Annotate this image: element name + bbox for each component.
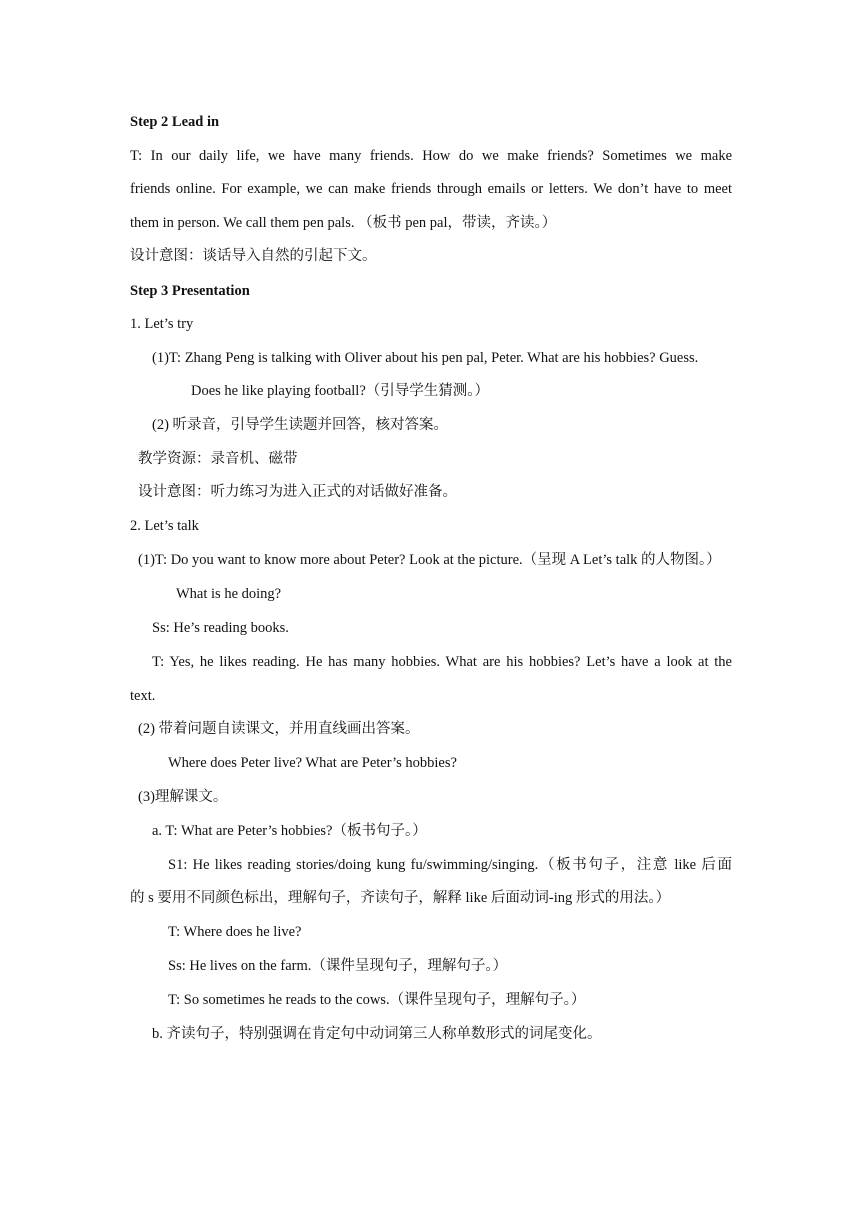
lets-try-resources: 教学资源：录音机、磁带	[138, 451, 298, 467]
lets-talk-teacher-line-2: text.	[130, 688, 156, 704]
lets-talk-3a-teacher: T: Where does he live?	[168, 924, 302, 940]
lets-talk-3a-teacher-2: T: So sometimes he reads to the cows.（课件呈现句子，理解句子。）	[168, 992, 586, 1008]
lets-talk-item-1-line-2: What is he doing?	[176, 586, 282, 602]
lets-talk-item-2: (2) 带着问题自读课文，并用直线画出答案。	[138, 721, 420, 737]
step2-paragraph-line-2: friends online. For example, we can make friends through emails or letters. We don’t have to meet	[130, 181, 732, 197]
lets-talk-3a-question: a. T: What are Peter’s hobbies?（板书句子。）	[152, 823, 427, 839]
lets-try-heading: 1. Let’s try	[130, 316, 194, 332]
lets-try-item-2: (2) 听录音，引导学生读题并回答，核对答案。	[152, 417, 449, 433]
lets-talk-3a-ss: Ss: He lives on the farm.（课件呈现句子，理解句子。）	[168, 958, 508, 974]
lets-talk-item-3: (3)理解课文。	[138, 789, 228, 805]
lets-talk-item-1-line-1: (1)T: Do you want to know more about Peter? Look at the picture.（呈现 A Let’s talk 的人物图。）	[138, 552, 721, 568]
step2-paragraph-line-1: T: In our daily life, we have many friends. How do we make friends? Sometimes we make	[130, 148, 732, 164]
step2-paragraph-line-3: them in person. We call them pen pals. （板书 pen pal，带读，齐读。）	[130, 215, 557, 231]
lets-talk-3a-s1-line-2: 的 s 要用不同颜色标出，理解句子，齐读句子，解释 like 后面动词-ing 形式的用法。）	[130, 890, 671, 906]
lets-talk-teacher-line-1: T: Yes, he likes reading. He has many hobbies. What are his hobbies? Let’s have a look at the	[152, 654, 732, 670]
lets-talk-item-2-questions: Where does Peter live? What are Peter’s hobbies?	[168, 755, 457, 771]
lets-talk-3b: b. 齐读句子，特别强调在肯定句中动词第三人称单数形式的词尾变化。	[152, 1026, 602, 1042]
lets-try-item-1-line-2: Does he like playing football?（引导学生猜测。）	[191, 383, 490, 399]
lets-talk-ss-answer: Ss: He’s reading books.	[152, 620, 289, 636]
step2-design-note: 设计意图：谈话导入自然的引起下文。	[130, 248, 377, 264]
step2-heading: Step 2 Lead in	[130, 114, 220, 130]
lets-talk-heading: 2. Let’s talk	[130, 518, 199, 534]
lets-try-item-1-line-1: (1)T: Zhang Peng is talking with Oliver about his pen pal, Peter. What are his hobbies? Guess.	[152, 350, 699, 366]
lets-try-design-note: 设计意图：听力练习为进入正式的对话做好准备。	[138, 484, 457, 500]
step3-heading: Step 3 Presentation	[130, 283, 250, 299]
lets-talk-3a-s1-line-1: S1: He likes reading stories/doing kung fu/swimming/singing.（板书句子，注意 like 后面	[168, 857, 732, 873]
